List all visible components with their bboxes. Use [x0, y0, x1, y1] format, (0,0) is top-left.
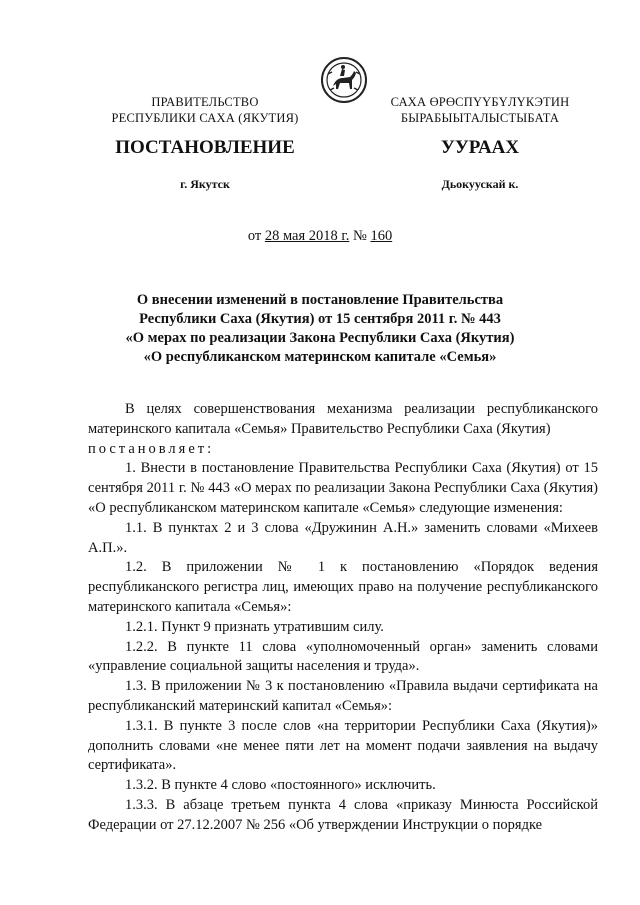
clause-1-3: 1.3. В приложении № 3 к постановлению «Правила выдачи сертификата на республиканский материнский капитал «Семья»: — [88, 678, 598, 714]
clause-1: 1. Внести в постановление Правительства Республики Саха (Якутия) от 15 сентября 2011 г. № 443 «О мерах по реализации Закона Республики Саха (Якутия) «О республиканском материнском капитале «Семья» следующие изменения: — [88, 460, 598, 516]
clause-1-3-1: 1.3.1. В пункте 3 после слов «на территории Республики Саха (Якутия)» дополнить словами «не менее пяти лет на момент подачи заявления на выдачу сертификата». — [88, 717, 598, 774]
issuer-sakha-line1: САХА ӨРӨСПҮҮБҮЛҮКЭТИН — [390, 95, 570, 109]
subject-line2: Республики Саха (Якутия) от 15 сентября 2011 г. № 443 — [139, 311, 501, 327]
date-value: 28 мая 2018 г. — [264, 228, 350, 244]
subject-line4: «О республиканском материнском капитале «Семья» — [143, 349, 497, 365]
subject-line1: О внесении изменений в постановление Правительства — [136, 292, 504, 308]
clause-1-3-2: 1.3.2. В пункте 4 слово «постоянного» исключить. — [125, 777, 436, 794]
number-sign: № — [352, 228, 367, 244]
date-line — [0, 228, 640, 245]
date-prefix: от — [247, 228, 262, 244]
issuer-ru-line1: ПРАВИТЕЛЬСТВО — [151, 95, 259, 109]
city-sakha: Дьокуускай к. — [441, 177, 519, 191]
clause-1-2-1: 1.2.1. Пункт 9 признать утратившим силу. — [125, 618, 384, 635]
decree-word: постановляет: — [88, 440, 215, 457]
city-russian: г. Якутск — [180, 177, 230, 191]
clause-1-2-2: 1.2.2. В пункте 11 слова «уполномоченный орган» заменить словами «управление социальной защиты населения и труда». — [88, 638, 598, 675]
clause-1-2: 1.2. В приложении № 1 к постановлению «Порядок ведения республиканского регистра лиц, имеющих право на получение республиканского материнского капитала «Семья»: — [88, 559, 598, 615]
doc-type-sakha: УУРААХ — [440, 137, 520, 158]
decree-subject — [95, 291, 545, 367]
preamble-paragraph: В целях совершенствования механизма реализации республиканского материнского капитала «Семья» Правительство Республики Саха (Якутия) — [88, 401, 598, 437]
issuer-name-sakha — [355, 94, 605, 126]
decree-body — [88, 400, 598, 836]
clause-1-1: 1.1. В пунктах 2 и 3 слова «Дружинин А.Н.» заменить словами «Михеев А.П.». — [88, 519, 598, 556]
issuer-name-russian — [80, 94, 330, 126]
clause-1-3-3: 1.3.3. В абзаце третьем пункта 4 слова «приказу Минюста Российской Федерации от 27.12.2007 № 256 «Об утверждении Инструкции о порядке — [88, 796, 598, 833]
subject-line3: «О мерах по реализации Закона Республики Саха (Якутия) — [125, 330, 515, 346]
issuer-ru-line2: РЕСПУБЛИКИ САХА (ЯКУТИЯ) — [111, 111, 299, 125]
issuer-sakha-line2: БЫРАБЫЫТАЛЫСТЫБАТА — [400, 111, 560, 125]
decree-number: 160 — [370, 228, 393, 244]
doc-type-russian: ПОСТАНОВЛЕНИЕ — [115, 137, 295, 158]
